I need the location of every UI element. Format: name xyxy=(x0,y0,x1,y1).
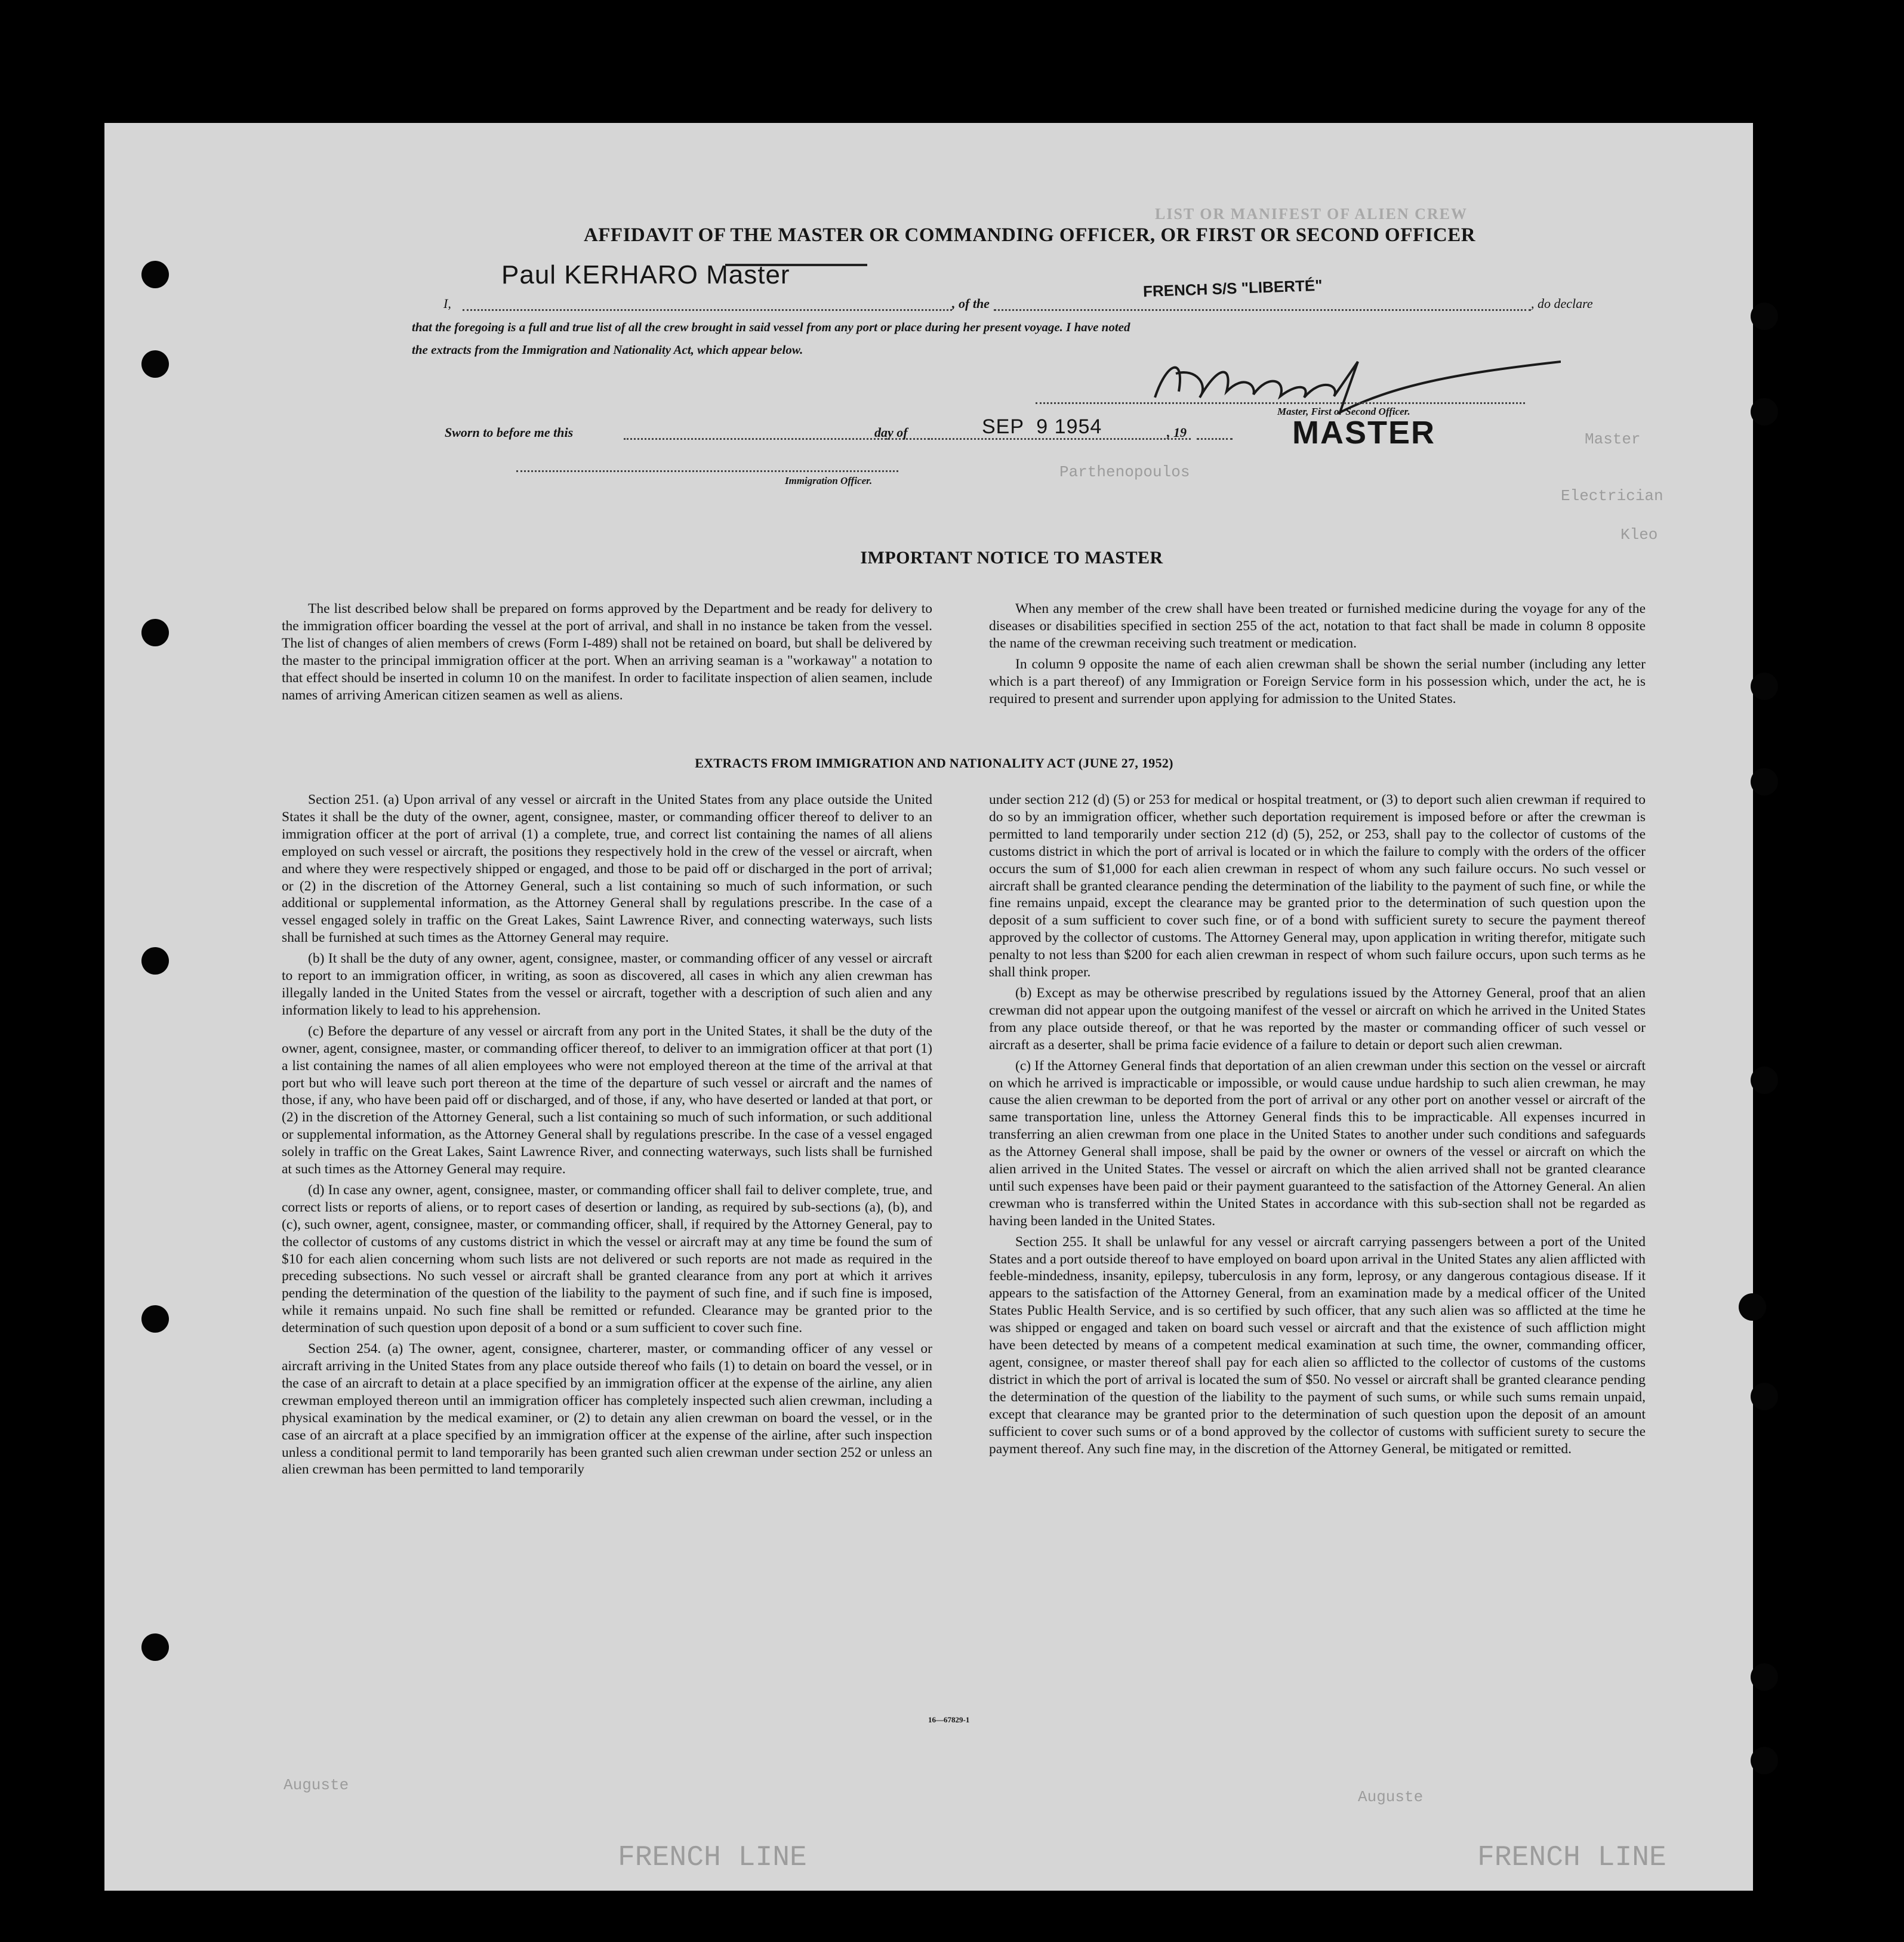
extract-section-254c: (c) If the Attorney General finds that deportation of an alien crewman under this section on the vessel or aircraft on which he arrived is impracticable or impossible, or would cause undue hardship to such alien crewman, he may cause the alien crewman to be deported from the port of arrival or any other port on another vessel or aircraft of the same transportation line, unless the Attorney General finds this to be impracticable. All expenses incurred in transferring an alien crewman from one place in the United States to another under such conditions and safeguards as the Attorney General shall impose, shall be paid by the owner or owners of the vessel or aircraft on which the alien arrived in the United States. The vessel or aircraft on which the alien arrived shall not be granted clearance until such expenses have been paid or their payment guaranteed to the satisfaction of the Attorney General. An alien crewman who is transferred within the United States in accordance with this sub-section shall not be regarded as having been landed in the United States. xyxy=(989,1058,1646,1229)
extract-section-254a-continued: under section 212 (d) (5) or 253 for medical or hospital treatment, or (3) to deport such alien crewman if required to do so by an immigration officer, whether such deportation requirement is imposed before or after the crewman is permitted to land temporarily under section 212 (d) (5), 252, or 253, shall pay to the collector of customs of the customs district in which the port of arrival is located or in which the failure to comply with the orders of the officer occurs the sum of $1,000 for each alien crewman in respect of whom any such failure occurs. No such vessel or aircraft shall be granted clearance pending the determination of the liability to the payment of such fine, or while the fine remains unpaid, except the clearance may be granted prior to the determination of such question upon the deposit of a sum sufficient to cover such fine, or of a bond with sufficient surety to secure the payment thereof approved by the collector of customs. The Attorney General may, upon application in writing therefor, mitigate such penalty to not less than $200 for each alien crewman in respect of whom such failure occurs, upon such terms as he shall think proper. xyxy=(989,792,1646,981)
bleed-through-text: Parthenopoulos xyxy=(1059,463,1190,481)
extracts-title: EXTRACTS FROM IMMIGRATION AND NATIONALITY ACT (JUNE 27, 1952) xyxy=(695,756,1173,770)
binder-hole xyxy=(141,261,169,288)
bleed-through-text: Master xyxy=(1585,430,1641,448)
extracts-right-column xyxy=(989,791,1646,1461)
notice-right-paragraph-1: When any member of the crew shall have been treated or furnished medicine during the voyage for any of the diseases or disabilities specified in section 255 of the act, notation to that fact shall be made in column 8 opposite the name of the crewman receiving such treatment or medication. xyxy=(989,601,1646,651)
binder-hole xyxy=(1751,673,1778,700)
bleed-through-text: Kleo xyxy=(1620,526,1658,544)
vessel-field-line xyxy=(994,309,1531,311)
extract-section-251c: (c) Before the departure of any vessel or aircraft from any port in the United States, it shall be the duty of the owner, agent, consignee, master, or commanding officer thereof, to deliver to an immigration officer at that port (1) a list containing the names of all alien employees who were not employed thereon at the time of the arrival at that port but who will leave such port thereon at the time of the departure of such vessel or aircraft and the names of those, if any, who have been paid off or discharged, and of those, if any, who have deserted or landed at that port, or (2) in the discretion of the Attorney General, such a list containing so much of such information, or such additional or supplemental information, as the Attorney General shall by regulations prescribe. In the case of a vessel engaged solely in traffic on the Great Lakes, Saint Lawrence River, and connecting waterways, such lists shall be furnished at such times as the Attorney General may require. xyxy=(282,1023,932,1177)
extract-section-251b: (b) It shall be the duty of any owner, agent, consignee, master, or commanding officer of any vessel or aircraft to report to an immigration officer, in writing, as soon as discovered, all cases in which any alien crewman has illegally landed in the United States from the vessel or aircraft, together with a description of such alien and any information likely to lead to his apprehension. xyxy=(282,951,932,1018)
date-stamp: SEP 9 1954 xyxy=(982,415,1102,438)
year-label: , 19 xyxy=(1167,425,1187,440)
of-the-label: , of the xyxy=(952,296,990,311)
officer-signature-line xyxy=(516,470,898,472)
master-name: Paul KERHARO Master xyxy=(501,260,790,289)
declaration-line-1: that the foregoing is a full and true list of all the crew brought in said vessel from any port or place during her present voyage. I have noted xyxy=(412,320,1130,334)
binder-hole xyxy=(141,350,169,378)
name-field-line xyxy=(463,309,952,311)
bleed-through-text: Auguste xyxy=(1358,1788,1424,1806)
declaration-line-2: the extracts from the Immigration and Nationality Act, which appear below. xyxy=(412,343,803,357)
officer-label: Immigration Officer. xyxy=(785,475,873,486)
affidavit-title: AFFIDAVIT OF THE MASTER OR COMMANDING OFFICER, OR FIRST OR SECOND OFFICER xyxy=(583,224,1476,246)
signature-line xyxy=(1036,402,1525,404)
pronoun-label: I, xyxy=(443,296,451,311)
binder-hole xyxy=(141,1305,169,1333)
extract-section-251d: (d) In case any owner, agent, consignee, master, or commanding officer shall fail to deliver complete, true, and correct lists or reports of aliens, or to report cases of desertion or landing, as required by sub-sections (a), (b), and (c), such owner, agent, consignee, master, or commanding officer, shall, if required by the Attorney General, pay to the collector of customs of any customs district in which the vessel or aircraft may at any time be found the sum of $10 for each alien concerning whom such lists are not delivered or such reports are not made as required in the preceding subsections. No such vessel or aircraft shall be granted clearance from any port at which it arrives pending the determination of the question of the liability to the payment of such fine, and if such fine is imposed, while it remains unpaid. No such fine shall be remitted or refunded. Clearance may be granted prior to the determination of such question upon deposit of a bond or a sum sufficient to cover such fine. xyxy=(282,1182,932,1336)
extracts-left-column xyxy=(282,791,932,1482)
notice-left-column xyxy=(282,600,932,707)
extract-section-251a: Section 251. (a) Upon arrival of any vessel or aircraft in the United States from any place outside the United States it shall be the duty of the owner, agent, consignee, master, or commanding officer thereof to deliver to an immigration officer at the port of arrival (1) a complete, true, and correct list containing the names of all aliens employed on such vessel or aircraft, the positions they respectively hold in the crew of the vessel or aircraft, when and where they were respectively shipped or engaged, and those to be paid off or discharged in the port of arrival; or (2) in the discretion of the Attorney General, such a list containing so much of such information, or such additional or supplemental information, as the Attorney General shall by regulations prescribe. In the case of a vessel engaged solely in traffic on the Great Lakes, Saint Lawrence River, and connecting waterways, such lists shall be furnished at such times as the Attorney General may require. xyxy=(282,792,932,946)
binder-hole xyxy=(141,619,169,646)
bleed-through-heading: LIST OR MANIFEST OF ALIEN CREW xyxy=(1155,205,1468,223)
extract-section-254a: Section 254. (a) The owner, agent, consignee, charterer, master, or commanding officer of any vessel or aircraft arriving in the United States from any place outside thereof who fails (1) to detain on board the vessel, or in the case of an aircraft to detain at a place specified by an immigration officer at the expense of the airline, any alien crewman employed thereon until an immigration officer has completely inspected such alien crewman, including a physical examination by the medical examiner, or (2) to detain any alien crewman on board the vessel, or in the case of an aircraft at a place specified by an immigration officer at the expense of the airline, after such inspection unless a conditional permit to land temporarily has been granted such alien crewman under section 252 or unless an alien crewman has been permitted to land temporarily xyxy=(282,1341,932,1478)
do-declare-label: , do declare xyxy=(1531,296,1593,311)
binder-hole xyxy=(1751,1747,1778,1774)
notice-title: IMPORTANT NOTICE TO MASTER xyxy=(860,548,1163,568)
binder-hole xyxy=(141,1633,169,1661)
extract-section-254b: (b) Except as may be otherwise prescribed by regulations issued by the Attorney General, proof that an alien crewman did not appear upon the outgoing manifest of the vessel or aircraft on which he arrived in the United States from any place outside thereof, or that he was reported by the master or commanding officer of such vessel or aircraft as a deserter, shall be prima facie evidence of a failure to detain or deport such alien crewman. xyxy=(989,985,1646,1053)
bleed-through-text: FRENCH LINE xyxy=(1477,1842,1666,1874)
signature-label: Master, First or Second Officer. xyxy=(1277,406,1410,417)
notice-right-paragraph-2: In column 9 opposite the name of each alien crewman shall be shown the serial number (including any letter which is a part thereof) of any Immigration or Foreign Service form in his possession which, under the act, he is required to present and surrender upon applying for admission to the United States. xyxy=(989,656,1646,707)
notice-left-paragraph: The list described below shall be prepared on forms approved by the Department and be ready for delivery to the immigration officer boarding the vessel at the port of arrival, and shall in no instance be taken from the vessel. The list of changes of alien members of crews (Form I-489) shall not be retained on board, but shall be delivered by the master to the principal immigration officer at the port. When an arriving seaman is a "workaway" a notation to that effect should be inserted in column 10 on the manifest. In order to facilitate inspection of alien seamen, include names of arriving American citizen seamen as well as aliens. xyxy=(282,601,932,703)
binder-hole xyxy=(1751,1383,1778,1410)
master-stamp: MASTER xyxy=(1292,415,1435,451)
sworn-label: Sworn to before me this xyxy=(445,425,574,440)
day-of-label: day of xyxy=(874,425,908,440)
document-page xyxy=(104,123,1753,1891)
binder-hole xyxy=(1751,398,1778,426)
binder-hole xyxy=(1751,1663,1778,1691)
vessel-name: FRENCH S/S "LIBERTÉ" xyxy=(1142,276,1323,301)
binder-hole xyxy=(1751,1066,1778,1094)
binder-hole xyxy=(141,947,169,975)
binder-hole xyxy=(1751,768,1778,796)
bleed-through-text: Auguste xyxy=(284,1776,349,1794)
form-code: 16—67829-1 xyxy=(928,1715,970,1724)
extract-section-255: Section 255. It shall be unlawful for any vessel or aircraft carrying passengers between a port of the United States and a port outside thereof to have employed on board upon arrival in the United States any alien afflicted with feeble-mindedness, insanity, epilepsy, tuberculosis in any form, leprosy, or any dangerous contagious disease. If it appears to the satisfaction of the Attorney General, from an examination made by a medical officer of the United States Public Health Service, and is so certified by such officer, that any such alien was so afflicted at the time he was shipped or engaged and taken on board such vessel or aircraft and that the existence of such affliction might have been detected by means of a competent medical examination at such time, the owner, commanding officer, agent, consignee, or master thereof shall pay for each alien so afflicted to the collector of customs of the customs district in which the port of arrival is located the sum of $50. No vessel or aircraft shall be granted clearance pending the determination of the question of the liability to the payment of such sums, or while such sums remain unpaid, except that clearance may be granted prior to the determination of such question upon the deposit of an amount sufficient to cover such sums or of a bond approved by the collector of customs with sufficient surety to secure the payment thereof. Any such fine may, in the discretion of the Attorney General, be mitigated or remitted. xyxy=(989,1234,1646,1457)
notice-right-column xyxy=(989,600,1646,707)
bleed-through-text: FRENCH LINE xyxy=(618,1842,807,1874)
binder-hole xyxy=(1739,1293,1766,1321)
bleed-through-text: Electrician xyxy=(1561,487,1663,505)
binder-hole xyxy=(1751,303,1778,330)
year-line xyxy=(1197,438,1233,440)
